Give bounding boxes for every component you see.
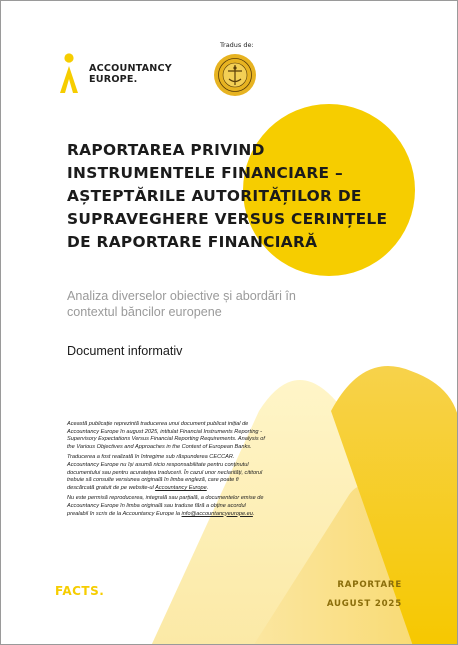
translated-by-label: Tradus de: — [220, 41, 254, 49]
document-title — [67, 139, 407, 254]
report-date-block — [327, 576, 402, 614]
title-line: AȘTEPTĂRILE AUTORITĂȚILOR DE — [67, 187, 362, 205]
logo-mark-icon — [59, 51, 85, 101]
note-paragraph-1: Această publicație reprezintă traducerea unui document publicat inițial de Accountancy Europe în august 2025, intitulat Financial Instruments Reporting - Supervisory Expectations Versus Financial Reporting Requirements. Analysis of the Various Objectives and Approaches in the Context of European Banks. — [67, 421, 265, 450]
logo-line-1: ACCOUNTANCY — [89, 63, 172, 74]
translation-note — [67, 421, 267, 521]
note-paragraph-2-text: Traducerea a fost realizată în întregime sub răspunderea CECCAR. Accountancy Europe nu își asumă nicio responsabilitate pentru conținutul documentului sau pentru acuratețea traducerii. În cazul unor neclarități, cititorul trebuie să consulte versiunea originală în limba engleză, care poate fi descărcată gratuit de pe website-ul — [67, 454, 263, 491]
title-line: DE RAPORTARE FINANCIARĂ — [67, 233, 318, 251]
title-line: RAPORTAREA PRIVIND — [67, 141, 265, 159]
contact-email-link[interactable]: info@accountancyeurope.eu — [181, 510, 253, 517]
document-type: Document informativ — [67, 344, 183, 358]
document-subtitle: Analiza diverselor obiective și abordări în contextul băncilor europene — [67, 289, 296, 319]
note-paragraph-3-text: Nu este permisă reproducerea, integrală sau parțială, a documentelor emise de Accountancy Europe în limba originală sau traduse fără a obține acordul prealabil în scris de la Accountancy Europe la — [67, 495, 264, 517]
title-line: SUPRAVEGHERE VERSUS CERINȚELE — [67, 210, 388, 228]
report-date-label: AUGUST 2025 — [326, 599, 402, 609]
accountancy-europe-link[interactable]: Accountancy Europe — [155, 484, 207, 491]
ceccar-seal-icon — [213, 53, 257, 97]
title-line: INSTRUMENTELE FINANCIARE – — [67, 164, 344, 182]
facts-label: FACTS. — [55, 584, 105, 598]
logo-line-2: EUROPE. — [89, 73, 138, 85]
accountancy-europe-logo — [59, 51, 179, 101]
report-type-label: RAPORTARE — [337, 580, 402, 590]
note-paragraph-3: Nu este permisă reproducerea, integrală sau parțială, a documentelor emise de Accountancy Europe în limba originală sau traduse fără a obține acordul prealabil în scris de la Accountancy Europe la info@accountancyeurope.eu. — [67, 495, 264, 517]
note-paragraph-2: Traducerea a fost realizată în întregime sub răspunderea CECCAR. Accountancy Europe nu își asumă nicio responsabilitate pentru conținutul documentului sau pentru acuratețea traducerii. În cazul unor neclarități, cititorul trebuie să consulte versiunea originală în limba engleză, care poate fi descărcată gratuit de pe website-ul Accountancy Europe. — [67, 454, 263, 491]
